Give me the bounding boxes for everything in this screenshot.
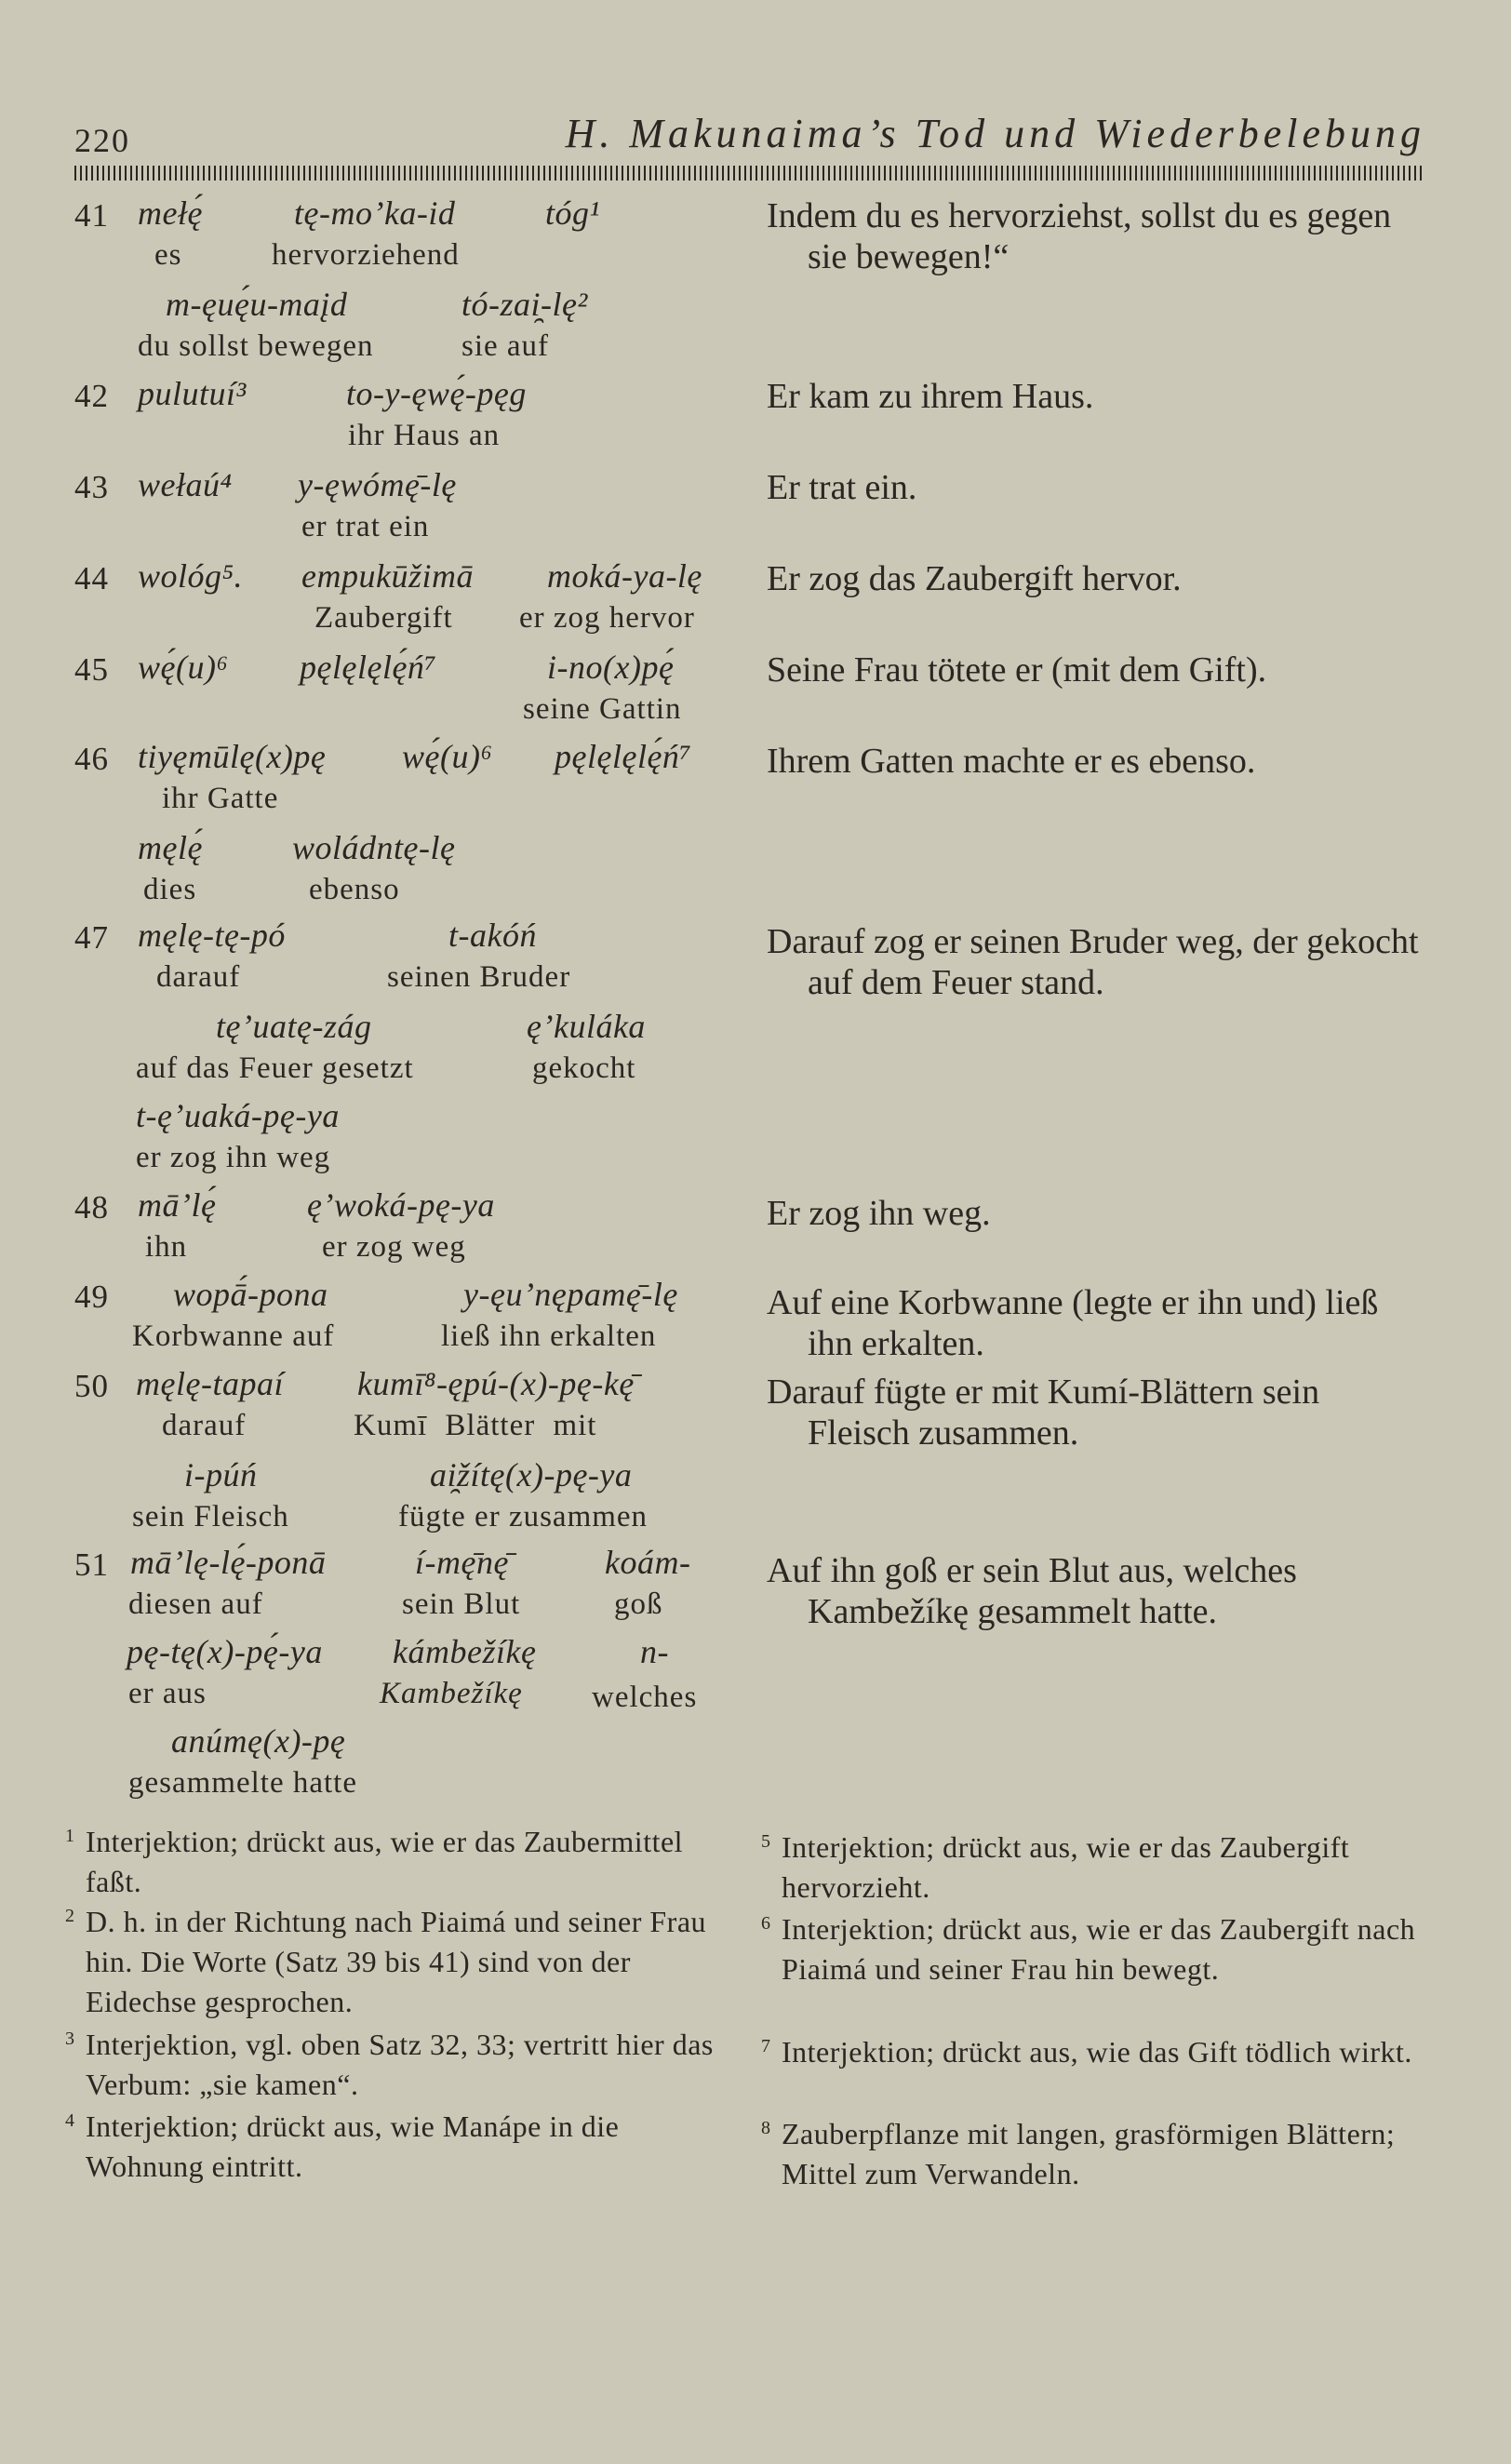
sentence-number: 46 <box>74 741 109 777</box>
native-word: koám- <box>605 1544 691 1581</box>
native-word: i-púń <box>184 1456 258 1493</box>
gloss: goß <box>614 1587 663 1621</box>
native-word: n- <box>640 1633 669 1670</box>
footnote-3 <box>65 2025 716 2105</box>
sentence-number: 44 <box>74 560 109 596</box>
translation <box>767 195 1429 277</box>
native-word: wológ⁵. <box>138 557 244 595</box>
gloss: Kambežíkę <box>380 1677 523 1710</box>
native-word: ę’woká-pę-ya <box>307 1186 495 1224</box>
gloss: sein Blut <box>402 1587 521 1621</box>
translation-text: Darauf fügte er mit Kumí-Blättern sein Fleisch zusammen. <box>767 1373 1320 1453</box>
native-word: i-no(x)pę́ <box>547 649 675 686</box>
running-title: H. Makunaima’s Tod und Wiederbelebung <box>565 111 1425 156</box>
gloss: er zog hervor <box>519 601 695 635</box>
gloss: ihn <box>145 1230 188 1264</box>
native-word: woládntę-lę <box>292 829 456 866</box>
sentence-number: 51 <box>74 1547 109 1583</box>
gloss: dies <box>143 873 197 906</box>
native-word: empukūžimā <box>301 557 474 595</box>
gloss: seinen Bruder <box>387 960 571 994</box>
gloss: er zog ihn weg <box>136 1141 331 1174</box>
sentence-number: 50 <box>74 1368 109 1404</box>
gloss: du sollst bewegen <box>138 329 374 363</box>
gloss: sie auf <box>461 329 550 363</box>
gloss: auf das Feuer gesetzt <box>136 1051 414 1085</box>
gloss: er aus <box>128 1677 207 1710</box>
sentence-number: 42 <box>74 378 109 414</box>
native-word: pulutuí³ <box>138 375 247 412</box>
native-word: pęlęlęlę́ń⁷ <box>300 649 437 686</box>
translation: Seine Frau tötete er (mit dem Gift). <box>767 650 1267 690</box>
native-word: ę’kuláka <box>527 1008 646 1045</box>
native-word: í-mę̄nę̄ <box>415 1544 509 1581</box>
native-word: wę́(u)⁶ <box>138 649 229 686</box>
translation: Ihrem Gatten machte er es ebenso. <box>767 742 1256 781</box>
gloss: darauf <box>162 1409 247 1442</box>
native-word: t-ę’uaká-pę-ya <box>136 1097 340 1134</box>
translation <box>767 921 1429 1003</box>
page-header <box>74 110 1425 166</box>
translation: Er zog das Zaubergift hervor. <box>767 559 1182 598</box>
sentence-number: 41 <box>74 197 109 234</box>
native-word: mełę́ <box>138 194 203 232</box>
translation <box>767 1550 1429 1632</box>
footnote-text: Interjektion; drückt aus, wie das Gift tödlich wirkt. <box>782 2035 1412 2069</box>
footnote-6 <box>761 1909 1416 1989</box>
native-word: wę́(u)⁶ <box>402 738 493 775</box>
translation: Er kam zu ihrem Haus. <box>767 377 1094 416</box>
native-word: mā’lę́ <box>138 1186 217 1224</box>
gloss: Kumī Blätter mit <box>354 1409 597 1442</box>
footnote-mark: 7 <box>761 2036 771 2056</box>
footnote-text: Zauberpflanze mit langen, grasförmigen Blättern; Mittel zum Verwandeln. <box>782 2117 1396 2190</box>
native-word: y-ęu’nępamę̄-lę <box>463 1276 678 1313</box>
native-word: męlę́ <box>138 829 203 866</box>
gloss: ließ ihn erkalten <box>441 1319 657 1353</box>
gloss: ihr Gatte <box>162 782 279 815</box>
translation-text: Auf eine Korbwanne (legte er ihn und) ließ ihn erkalten. <box>767 1283 1379 1363</box>
footnote-mark: 1 <box>65 1826 75 1846</box>
footnote-1 <box>65 1822 716 1902</box>
translation-text: Indem du es hervorziehst, sollst du es gegen sie bewegen!“ <box>767 196 1392 276</box>
native-word: tę’uatę-zág <box>216 1008 372 1045</box>
footnote-text: Interjektion; drückt aus, wie er das Zaubergift hervorzieht. <box>782 1830 1350 1904</box>
native-word: męlę-tapaí <box>136 1365 284 1402</box>
native-word: kumī⁸-ępú-(x)-pę-kę̄ <box>357 1365 635 1402</box>
gloss: er zog weg <box>322 1230 466 1264</box>
footnote-mark: 4 <box>65 2110 75 2131</box>
gloss: ebenso <box>309 873 400 906</box>
footnote-text: Interjektion, vgl. oben Satz 32, 33; vertritt hier das Verbum: „sie kamen“. <box>86 2028 714 2101</box>
native-word: pęlęlęlę́ń⁷ <box>555 738 692 775</box>
translation-text: Darauf zog er seinen Bruder weg, der gekocht auf dem Feuer stand. <box>767 922 1419 1002</box>
footnote-text: Interjektion; drückt aus, wie er das Zaubergift nach Piaimá und seiner Frau hin bewegt. <box>782 1912 1416 1986</box>
gloss: gekocht <box>532 1051 636 1085</box>
native-word: to-y-ęwę́-pęg <box>346 375 527 412</box>
native-word: męlę-tę-pó <box>138 917 286 954</box>
footnote-5 <box>761 1828 1416 1908</box>
gloss: es <box>154 238 182 272</box>
sentence-number: 43 <box>74 469 109 505</box>
footnote-8 <box>761 2114 1416 2194</box>
translation <box>767 1372 1429 1453</box>
native-word: ai̯žítę(x)-pę-ya <box>430 1456 633 1493</box>
native-word: y-ęwómę̄-lę <box>298 466 457 503</box>
footnote-7 <box>761 2032 1416 2072</box>
gloss: diesen auf <box>128 1587 263 1621</box>
sentence-number: 48 <box>74 1189 109 1225</box>
footnote-mark: 6 <box>761 1913 771 1934</box>
gloss: darauf <box>156 960 241 994</box>
translation: Er zog ihn weg. <box>767 1194 991 1233</box>
footnote-text: Interjektion; drückt aus, wie Manápe in die Wohnung eintritt. <box>86 2109 620 2183</box>
native-word: kámbežíkę <box>393 1633 537 1670</box>
footnote-mark: 8 <box>761 2118 771 2138</box>
native-word: wełaú⁴ <box>138 466 233 503</box>
header-rule <box>74 166 1425 181</box>
sentence-number: 47 <box>74 919 109 956</box>
footnote-mark: 5 <box>761 1831 771 1852</box>
gloss: Korbwanne auf <box>132 1319 335 1353</box>
translation: Er trat ein. <box>767 468 917 507</box>
gloss: fügte er zusammen <box>398 1500 649 1533</box>
native-word: tę-mo’ka-id <box>294 194 456 232</box>
footnote-text: Interjektion; drückt aus, wie er das Zaubermittel faßt. <box>86 1825 684 1898</box>
footnote-2 <box>65 1902 716 2022</box>
native-word: t-akóń <box>448 917 537 954</box>
gloss: sein Fleisch <box>132 1500 289 1533</box>
footnote-text: D. h. in der Richtung nach Piaimá und seiner Frau hin. Die Worte (Satz 39 bis 41) sind von der Eidechse gesprochen. <box>86 1905 707 2018</box>
native-word: m-ęuę́u-maįd <box>166 286 348 323</box>
gloss: er trat ein <box>301 510 430 543</box>
native-word: tó-zai̯-lę² <box>461 286 588 323</box>
native-word: wopā́-pona <box>173 1276 328 1313</box>
native-word: pę-tę(x)-pę́-ya <box>127 1633 323 1670</box>
gloss: seine Gattin <box>523 692 682 726</box>
footnote-4 <box>65 2107 716 2187</box>
native-word: tiyęmūlę(x)pę <box>138 738 327 775</box>
footnote-mark: 3 <box>65 2029 75 2049</box>
sentence-number: 49 <box>74 1279 109 1315</box>
native-word: mā’lę-lę́-ponā <box>130 1544 327 1581</box>
native-word: tóg¹ <box>545 194 600 232</box>
native-word: moká-ya-lę <box>547 557 702 595</box>
gloss: ihr Haus an <box>348 419 501 452</box>
translation <box>767 1282 1429 1364</box>
footnote-mark: 2 <box>65 1906 75 1926</box>
gloss: welches <box>592 1681 698 1714</box>
gloss: Zaubergift <box>314 601 453 635</box>
gloss: hervorziehend <box>272 238 460 272</box>
gloss: gesammelte hatte <box>128 1766 357 1800</box>
translation-text: Auf ihn goß er sein Blut aus, welches Kambežíkę gesammelt hatte. <box>767 1551 1297 1631</box>
sentence-number: 45 <box>74 651 109 688</box>
page-number: 220 <box>74 122 130 159</box>
native-word: anúmę(x)-pę <box>171 1722 346 1760</box>
